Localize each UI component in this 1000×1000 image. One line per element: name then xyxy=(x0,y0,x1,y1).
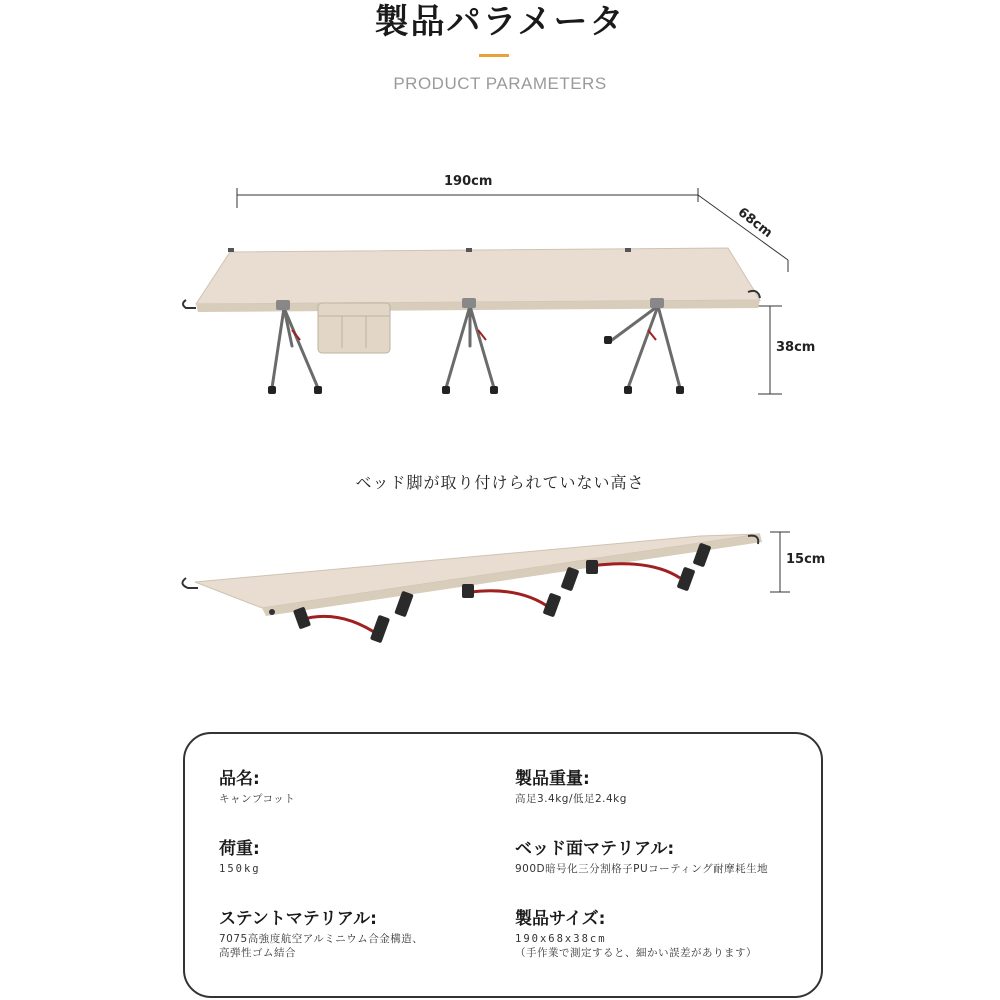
page-title: 製品パラメータ xyxy=(374,2,626,42)
spec-stent-material xyxy=(219,908,423,960)
spec-card xyxy=(183,732,823,998)
spec-name-label: 品名: xyxy=(219,769,260,789)
spec-load-value: 150kg xyxy=(219,863,261,875)
spec-bed-material-label: ベッド面マテリアル: xyxy=(515,839,675,859)
spec-stent-material-value: 7075高強度航空アルミニウム合金構造、 xyxy=(219,933,424,945)
dimension-height-high: 38cm xyxy=(776,340,816,355)
spec-bed-material xyxy=(515,838,768,876)
spec-size-value: 190x68x38cm xyxy=(515,933,607,945)
spec-weight-value: 高足3.4kg/低足2.4kg xyxy=(515,793,627,805)
title-accent-bar xyxy=(479,54,509,57)
spec-bed-material-value: 900D暗号化三分割格子PUコーティング耐摩耗生地 xyxy=(515,863,769,875)
dimension-length: 190cm xyxy=(444,174,493,189)
spec-weight xyxy=(515,768,627,806)
page-subtitle: PRODUCT PARAMETERS xyxy=(393,74,607,93)
low-cot-caption: ベッド脚が取り付けられていない高さ xyxy=(355,473,645,492)
spec-size xyxy=(515,908,757,960)
low-cot-illustration xyxy=(0,520,1000,660)
spec-size-label: 製品サイズ: xyxy=(515,909,606,929)
spec-load-label: 荷重: xyxy=(219,839,260,859)
dimension-width: 68cm xyxy=(734,205,776,242)
spec-stent-material-value-2: 高弾性ゴム結合 xyxy=(219,947,296,959)
spec-weight-label: 製品重量: xyxy=(515,769,590,789)
side-pocket xyxy=(318,303,390,353)
high-cot-illustration xyxy=(0,160,1000,410)
spec-load xyxy=(219,838,261,876)
spec-name xyxy=(219,768,295,806)
dimension-height-low: 15cm xyxy=(786,552,826,567)
spec-size-value-2: （手作業で測定すると、細かい誤差があります） xyxy=(515,947,757,959)
spec-name-value: キャンプコット xyxy=(219,793,296,805)
low-cot-loops xyxy=(269,609,275,615)
spec-stent-material-label: ステントマテリアル: xyxy=(219,909,377,929)
